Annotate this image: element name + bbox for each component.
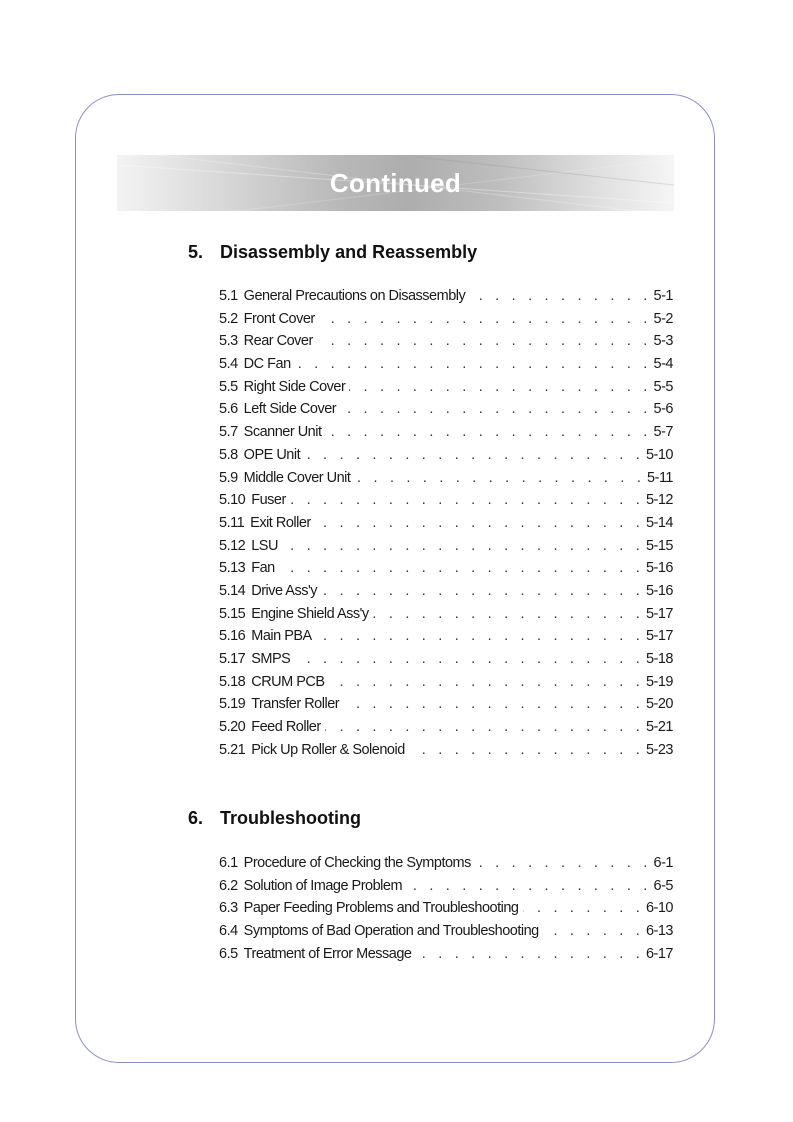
toc-entry-number: 5.19: [219, 696, 246, 713]
toc-entry[interactable]: [219, 900, 673, 923]
toc-entry-number: 6.1: [219, 855, 238, 871]
dot-leader: [354, 470, 645, 486]
dot-leader: [475, 855, 652, 871]
toc-entry-number: 5.10: [219, 492, 246, 509]
toc-entry-number: 5.14: [219, 582, 246, 599]
toc-entry-number: 5.3: [219, 333, 238, 350]
dot-leader: [329, 674, 644, 690]
toc-entry-number: 5.20: [219, 719, 246, 736]
toc-entry-page: 5-5: [653, 378, 673, 395]
banner-title: Continued: [329, 168, 462, 198]
toc-entry-page: 5-4: [653, 356, 673, 373]
toc-entry-number: 5.18: [219, 673, 246, 690]
toc-entry-number: 5.16: [219, 628, 246, 645]
toc-entry-page: 6-10: [645, 900, 673, 917]
toc-entry-number: 5.7: [219, 424, 238, 441]
toc-entry-page: 5-21: [645, 719, 673, 736]
toc-entry[interactable]: [219, 515, 673, 538]
toc-entry-number: 5.4: [219, 356, 238, 373]
toc-entry-label: OPE Unit: [243, 446, 301, 463]
toc-entry-label: Right Side Cover: [243, 378, 346, 395]
dot-leader: [325, 719, 644, 735]
toc-entry[interactable]: [219, 946, 673, 969]
dot-leader: [319, 311, 652, 327]
toc-entry-number: 6.4: [219, 923, 238, 940]
toc-entry-label: Paper Feeding Problems and Troubleshooting: [243, 900, 519, 917]
toc-entry[interactable]: [219, 606, 673, 629]
toc-entry-page: 5-16: [645, 560, 673, 577]
dot-leader: [340, 401, 651, 417]
toc-entry[interactable]: [219, 560, 673, 583]
toc-entry-label: Exit Roller: [250, 514, 311, 531]
toc-entry-page: 5-12: [645, 492, 673, 509]
toc-entry[interactable]: [219, 492, 673, 515]
toc-entry-page: 5-17: [645, 628, 673, 645]
toc-entry-page: 6-1: [653, 855, 673, 871]
dot-leader: [373, 606, 644, 622]
dot-leader: [295, 356, 652, 372]
dot-leader: [315, 515, 644, 531]
dot-leader: [316, 628, 644, 644]
toc-entry-number: 6.5: [219, 945, 238, 962]
dot-leader: [343, 696, 644, 712]
toc-entry-page: 5-3: [653, 333, 673, 350]
toc-entry-label: Treatment of Error Message: [243, 945, 412, 962]
dot-leader: [409, 742, 644, 758]
dot-leader: [279, 560, 644, 576]
toc-entry[interactable]: [219, 651, 673, 674]
dot-leader: [326, 424, 652, 440]
dot-leader: [317, 333, 652, 349]
toc-entry-page: 5-11: [647, 469, 673, 486]
dot-leader: [349, 379, 651, 395]
toc-entry[interactable]: [219, 628, 673, 651]
toc-entry[interactable]: [219, 379, 673, 402]
toc-entry-page: 5-20: [645, 696, 673, 713]
toc-entry-number: 5.9: [219, 469, 238, 486]
dot-leader: [294, 651, 644, 667]
dot-leader: [523, 900, 644, 916]
toc-entry-label: LSU: [251, 537, 278, 554]
toc-list-section-5: [219, 288, 673, 764]
dot-leader: [282, 538, 644, 554]
toc-entry-page: 5-19: [645, 673, 673, 690]
toc-entry[interactable]: [219, 923, 673, 946]
dot-leader: [290, 492, 644, 508]
toc-entry-page: 5-23: [645, 741, 673, 758]
toc-entry-number: 5.17: [219, 651, 246, 667]
toc-entry-label: General Precautions on Disassembly: [243, 288, 466, 304]
toc-entry[interactable]: [219, 855, 673, 878]
dot-leader: [304, 447, 644, 463]
toc-entry[interactable]: [219, 742, 673, 765]
toc-entry-number: 5.11: [219, 514, 245, 531]
toc-entry-page: 5-10: [645, 446, 673, 463]
section-number: 6.: [188, 808, 204, 828]
toc-entry[interactable]: [219, 878, 673, 901]
toc-entry-number: 5.5: [219, 378, 238, 395]
dot-leader: [415, 946, 644, 962]
toc-entry-number: 5.1: [219, 288, 238, 304]
toc-entry-number: 5.15: [219, 605, 246, 622]
toc-entry-label: Fuser: [251, 492, 286, 509]
toc-entry[interactable]: [219, 401, 673, 424]
section-heading-5: [188, 242, 477, 263]
toc-entry-label: Fan: [251, 560, 275, 577]
toc-entry-label: Scanner Unit: [243, 424, 322, 441]
section-heading-6: [188, 808, 361, 829]
dot-leader: [406, 878, 651, 894]
toc-entry-number: 5.13: [219, 560, 246, 577]
toc-entry-page: 5-1: [653, 288, 673, 304]
toc-entry-label: Front Cover: [243, 310, 315, 327]
dot-leader: [469, 288, 651, 304]
toc-entry-label: Feed Roller: [251, 719, 321, 736]
toc-entry-label: Engine Shield Ass'y: [251, 605, 369, 622]
toc-entry-label: Rear Cover: [243, 333, 313, 350]
toc-entry-label: DC Fan: [243, 356, 291, 373]
toc-entry[interactable]: [219, 288, 673, 311]
toc-entry-label: Left Side Cover: [243, 401, 337, 418]
toc-entry-label: Symptoms of Bad Operation and Troubleshooting: [243, 923, 539, 940]
toc-entry-page: 5-2: [653, 310, 673, 327]
dot-leader: [543, 923, 644, 939]
toc-entry-page: 6-13: [645, 923, 673, 940]
toc-entry[interactable]: [219, 583, 673, 606]
toc-entry-label: Procedure of Checking the Symptoms: [243, 855, 471, 871]
toc-entry-number: 5.2: [219, 310, 238, 327]
dot-leader: [321, 583, 644, 599]
toc-entry-label: Middle Cover Unit: [243, 469, 351, 486]
toc-entry-page: 5-17: [645, 605, 673, 622]
toc-entry[interactable]: [219, 470, 673, 493]
toc-entry[interactable]: [219, 674, 673, 697]
section-title: Troubleshooting: [220, 808, 361, 828]
toc-entry-page: 6-5: [653, 877, 673, 894]
toc-entry-number: 6.2: [219, 877, 238, 894]
toc-entry-label: Transfer Roller: [251, 696, 340, 713]
continued-banner: [117, 155, 674, 211]
section-title: Disassembly and Reassembly: [220, 242, 478, 262]
toc-entry[interactable]: [219, 311, 673, 334]
toc-entry-number: 5.21: [219, 741, 246, 758]
toc-list-section-6: [219, 855, 673, 968]
toc-entry-label: SMPS: [251, 651, 291, 667]
section-number: 5.: [188, 242, 204, 262]
toc-entry-number: 5.8: [219, 446, 238, 463]
toc-entry-page: 5-16: [645, 582, 673, 599]
toc-entry-label: Solution of Image Problem: [243, 877, 403, 894]
toc-entry-label: Pick Up Roller & Solenoid: [251, 741, 405, 758]
toc-entry-page: 5-18: [645, 651, 673, 667]
toc-entry[interactable]: [219, 696, 673, 719]
toc-entry-number: 5.6: [219, 401, 238, 418]
toc-entry-label: Main PBA: [251, 628, 312, 645]
toc-entry[interactable]: [219, 447, 673, 470]
toc-entry[interactable]: [219, 424, 673, 447]
toc-entry-page: 5-7: [653, 424, 673, 441]
toc-entry[interactable]: [219, 333, 673, 356]
toc-entry-label: CRUM PCB: [251, 673, 325, 690]
toc-entry[interactable]: [219, 719, 673, 742]
toc-entry-number: 6.3: [219, 900, 238, 917]
toc-entry-page: 6-17: [645, 945, 673, 962]
toc-entry-number: 5.12: [219, 537, 246, 554]
toc-entry-page: 5-14: [645, 514, 673, 531]
toc-entry-label: Drive Ass'y: [251, 582, 317, 599]
toc-entry[interactable]: [219, 538, 673, 561]
toc-entry[interactable]: [219, 356, 673, 379]
toc-entry-page: 5-6: [653, 401, 673, 418]
toc-entry-page: 5-15: [645, 537, 673, 554]
